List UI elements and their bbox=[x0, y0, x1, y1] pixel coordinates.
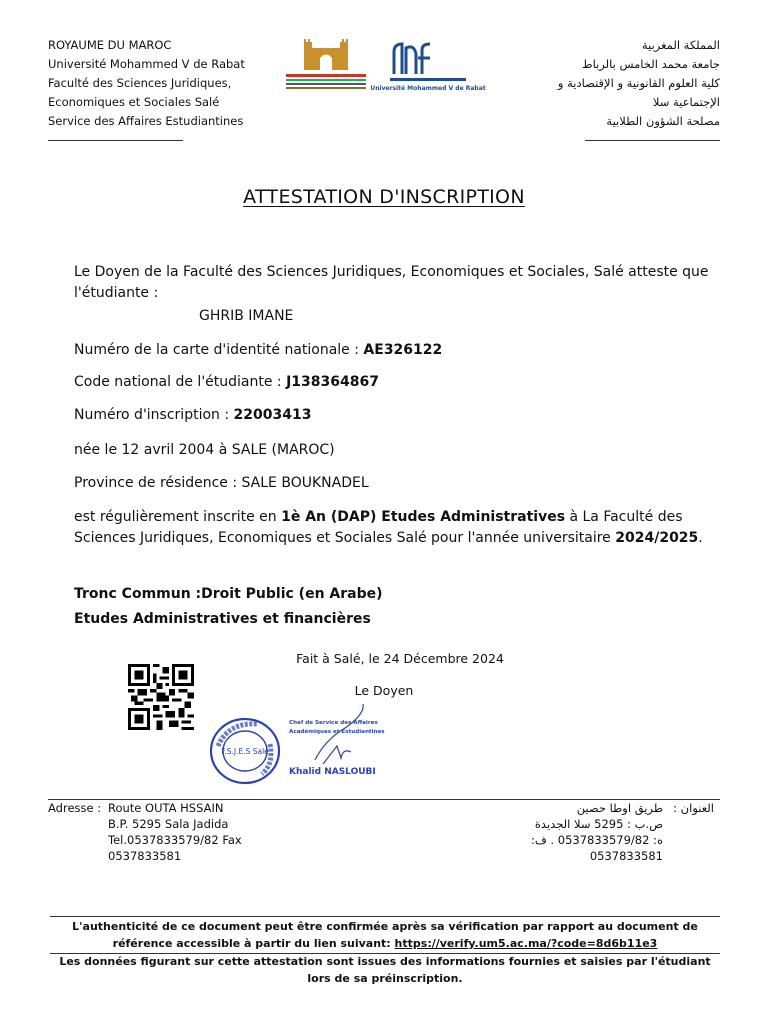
verification-notice bbox=[50, 916, 720, 954]
header-left-line: ROYAUME DU MAROC bbox=[48, 38, 172, 52]
university-logo-caption: Université Mohammed V de Rabat bbox=[370, 85, 486, 92]
intro-paragraph: Le Doyen de la Faculté des Sciences Juridiques, Economiques et Sociales, Salé atteste que l'étudiante : bbox=[74, 264, 709, 301]
header-right-line: الإجتماعية سلا bbox=[652, 95, 720, 109]
inscription-value: 22003413 bbox=[233, 407, 312, 423]
academic-year: 2024/2025 bbox=[615, 530, 699, 546]
address-line-ar: طريق اوطا حصين bbox=[576, 801, 663, 815]
header-left-line: Faculté des Sciences Juridiques, bbox=[48, 76, 232, 90]
address-line-ar: ه: 0537833579/82 . ف: bbox=[530, 833, 663, 847]
header-right-line: جامعة محمد الخامس بالرباط bbox=[581, 57, 720, 71]
inscription-line bbox=[74, 405, 714, 426]
header-left-divider bbox=[48, 140, 183, 141]
enrollment-paragraph bbox=[74, 507, 714, 549]
cin-label: Numéro de la carte d'identité nationale : bbox=[74, 342, 364, 358]
tronc-commun: Tronc Commun :Droit Public (en Arabe) bbox=[74, 586, 383, 602]
header-right-line: المملكة المغربية bbox=[641, 38, 720, 52]
cne-value: J138364867 bbox=[286, 374, 379, 390]
enrollment-post: à La Faculté des Sciences Juridiques, Economiques et Sociales Salé pour l'année universitaire bbox=[74, 509, 683, 546]
signature bbox=[285, 700, 395, 780]
stamp-text: F.S.J.E.S Salé bbox=[221, 747, 269, 756]
qr-code bbox=[126, 664, 196, 730]
header-left bbox=[48, 36, 278, 131]
address-label: Adresse : bbox=[48, 801, 102, 815]
university-logo bbox=[370, 40, 486, 94]
enrollment-program: 1è An (DAP) Etudes Administratives bbox=[281, 509, 566, 525]
student-name: GHRIB IMANE bbox=[199, 308, 294, 324]
enrollment-pre: est régulièrement inscrite en bbox=[74, 509, 282, 525]
signatory-role: Le Doyen bbox=[354, 683, 414, 698]
place-date: Fait à Salé, le 24 Décembre 2024 bbox=[296, 651, 504, 666]
cin-line bbox=[74, 340, 714, 361]
page-title: ATTESTATION D'INSCRIPTION bbox=[243, 186, 525, 208]
header-right-line: كلية العلوم القانونية و الإقتصادية و bbox=[557, 76, 720, 90]
header-right-divider bbox=[585, 140, 720, 141]
address-line: Route OUTA HSSAIN bbox=[108, 801, 224, 815]
cin-value: AE326122 bbox=[363, 342, 443, 358]
signatory-name: Khalid NASLOUBI bbox=[289, 767, 376, 777]
verification-text: L'authenticité de ce document peut être confirmée après sa vérification par rapport au document de référence accessible à partir du lien suivant: bbox=[72, 920, 698, 950]
address-line: B.P. 5295 Sala Jadida bbox=[108, 817, 229, 831]
address-label-ar: العنوان : bbox=[673, 801, 714, 815]
address-line: Tel.0537833579/82 Fax bbox=[108, 833, 242, 847]
faculty-stamp bbox=[208, 716, 282, 786]
address-line: 0537833581 bbox=[108, 849, 182, 863]
address-line-ar: ص.ب : 5295 سلا الجديدة bbox=[534, 817, 663, 831]
address-block bbox=[108, 800, 242, 864]
academic-year-suffix: . bbox=[698, 530, 703, 546]
data-source-note: Les données figurant sur cette attestation sont issues des informations fournies et saisies par l'étudiant lors de sa préinscription. bbox=[59, 955, 711, 985]
birth-line: née le 12 avril 2004 à SALE (MAROC) bbox=[74, 442, 335, 458]
verification-link[interactable]: https://verify.um5.ac.ma/?code=8d6b11e3 bbox=[394, 937, 658, 950]
cne-line bbox=[74, 372, 714, 393]
signature-line-1: Chef de Service des Affaires bbox=[289, 720, 378, 726]
header-right-line: مصلحة الشؤون الطلابية bbox=[606, 114, 720, 128]
cne-label: Code national de l'étudiante : bbox=[74, 374, 287, 390]
signature-line-2: Académiques et Estudiantines bbox=[289, 729, 385, 735]
header-left-line: Economiques et Sociales Salé bbox=[48, 95, 220, 109]
header-left-line: Service des Affaires Estudiantines bbox=[48, 114, 244, 128]
inscription-label: Numéro d'inscription : bbox=[74, 407, 234, 423]
address-block-ar bbox=[531, 800, 663, 864]
address-line-ar: 0537833581 bbox=[589, 849, 663, 863]
faculty-logo bbox=[282, 38, 370, 94]
header-right bbox=[500, 36, 720, 131]
filiere: Etudes Administratives et financières bbox=[74, 611, 371, 627]
province-line: Province de résidence : SALE BOUKNADEL bbox=[74, 475, 369, 491]
header-left-line: Université Mohammed V de Rabat bbox=[48, 57, 245, 71]
